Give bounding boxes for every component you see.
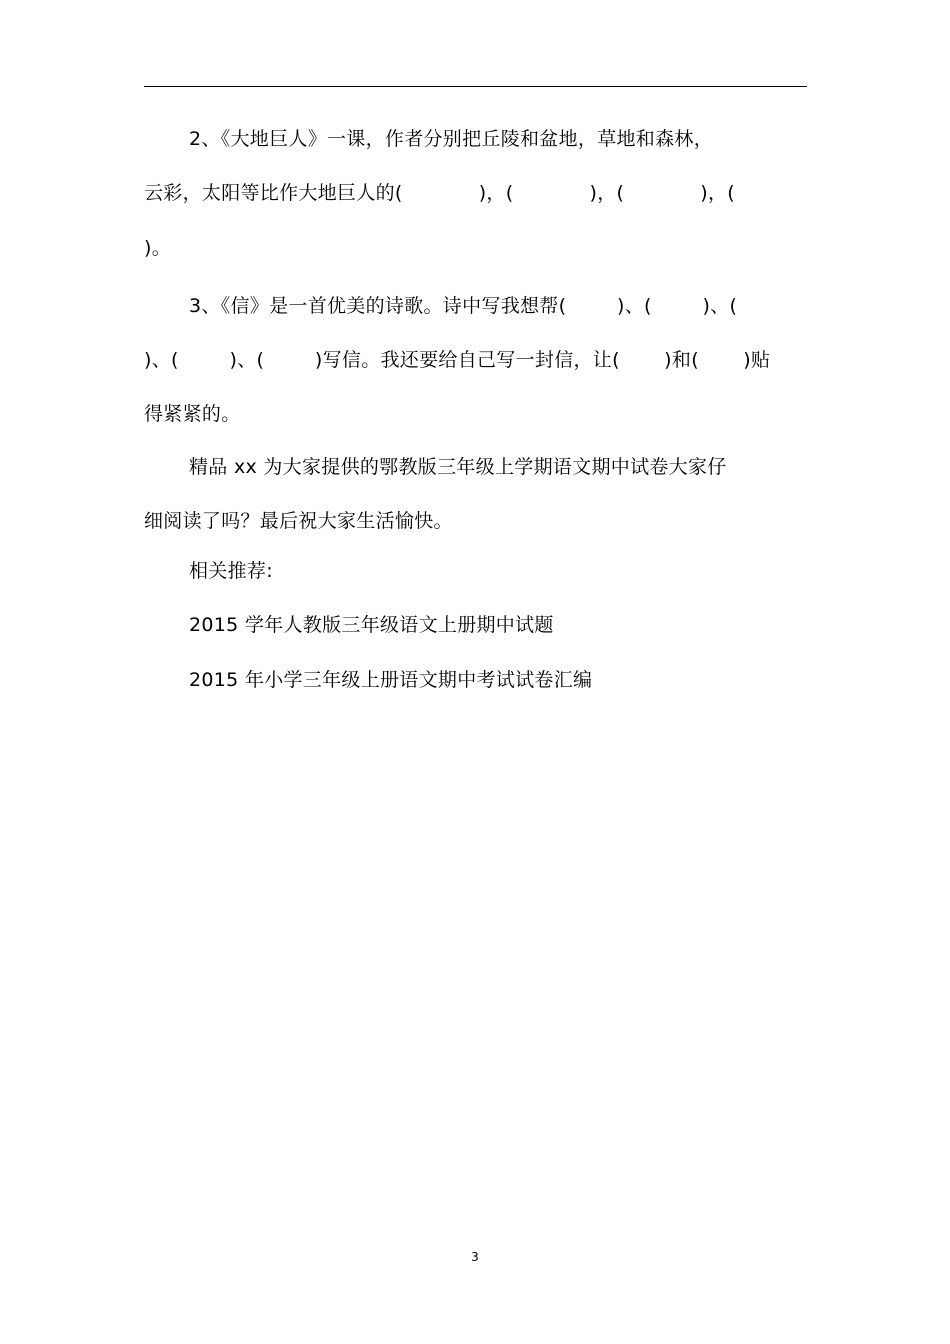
related-link-2[interactable]: 2015 年小学三年级上册语文期中考试试卷汇编 xyxy=(189,669,593,691)
header-rule xyxy=(144,86,807,87)
question-2-line-1: 2、《大地巨人》一课，作者分别把丘陵和盆地，草地和森林， xyxy=(189,128,713,150)
question-3-line-2: )、( )、( )写信。我还要给自己写一封信，让( )和( )贴 xyxy=(144,349,771,371)
closing-line-1: 精品 xx 为大家提供的鄂教版三年级上学期语文期中试卷大家仔 xyxy=(189,456,727,478)
related-heading: 相关推荐: xyxy=(189,560,273,582)
question-3-line-1: 3、《信》是一首优美的诗歌。诗中写我想帮( )、( )、( xyxy=(189,295,738,317)
question-3-line-3: 得紧紧的。 xyxy=(144,403,241,425)
question-2-line-3: )。 xyxy=(144,237,172,259)
page-number: 3 xyxy=(471,1250,479,1264)
related-link-1[interactable]: 2015 学年人教版三年级语文上册期中试题 xyxy=(189,614,554,636)
closing-line-2: 细阅读了吗？最后祝大家生活愉快。 xyxy=(144,510,453,532)
question-2-line-2: 云彩，太阳等比作大地巨人的( )，( )，( )，( xyxy=(144,182,736,204)
